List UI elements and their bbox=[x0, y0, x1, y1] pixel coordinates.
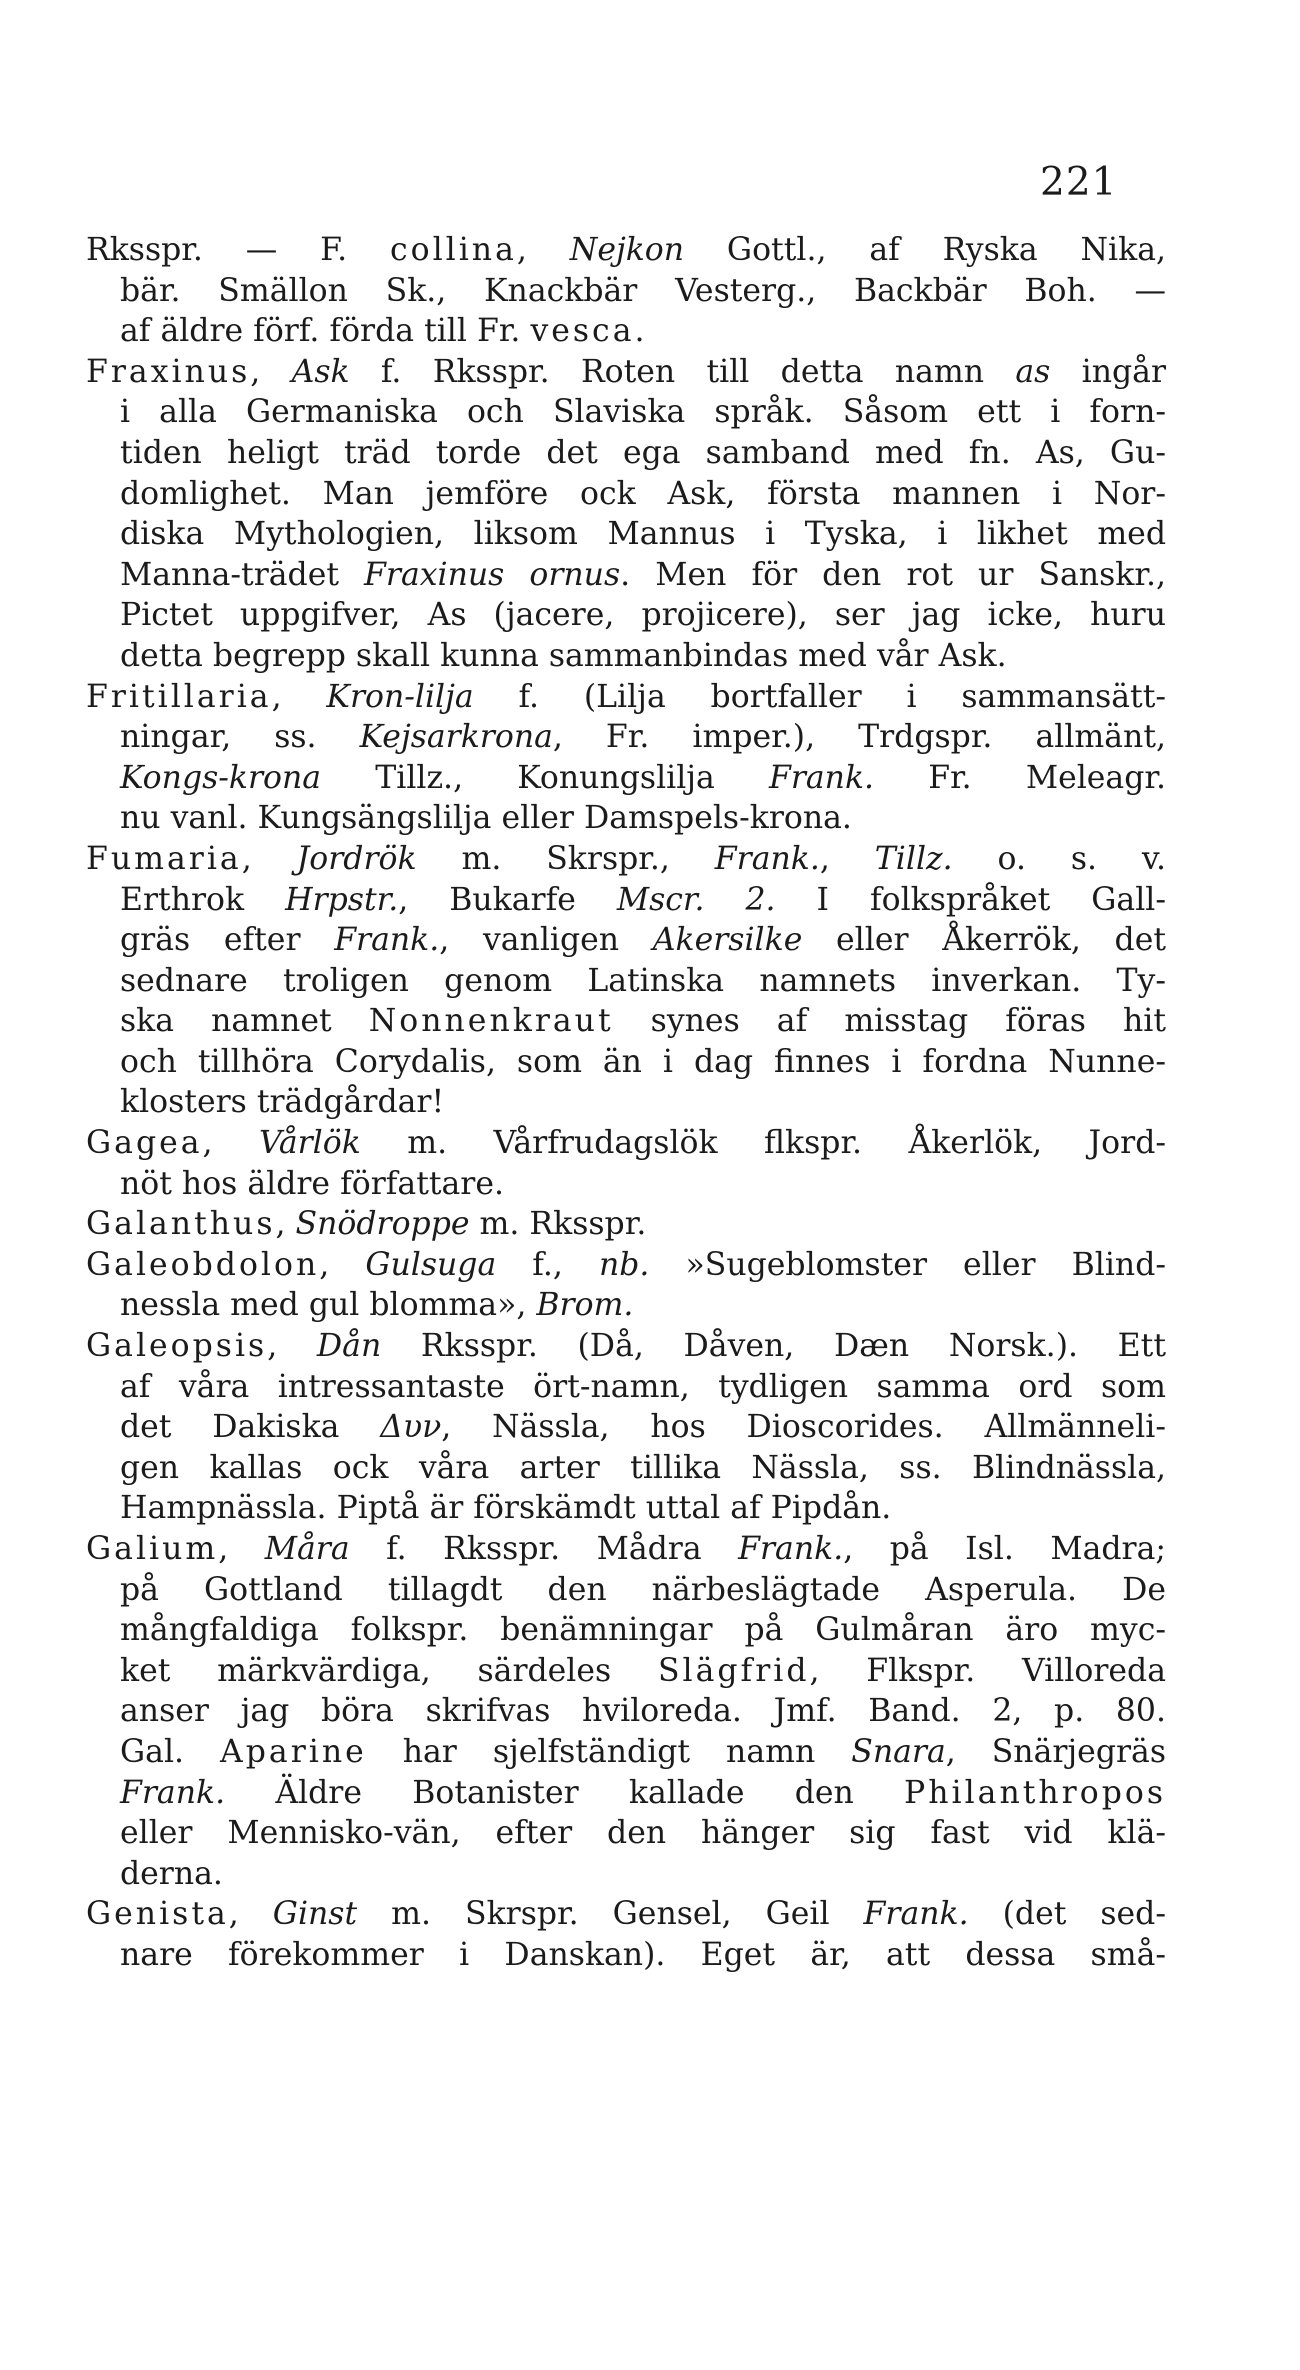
italic-term: Frank. bbox=[768, 759, 875, 796]
text-run: af äldre förf. förda till Fr. bbox=[120, 313, 531, 350]
italic-term: Frank. bbox=[738, 1531, 844, 1567]
entry-headline bbox=[86, 1204, 1166, 1245]
text-run: tiden heligt träd torde det ega samband med fn. As, Gu- bbox=[120, 434, 1166, 471]
text-run: Gottl., af Ryska Nika, bbox=[684, 232, 1166, 268]
text-run: , bbox=[819, 840, 875, 877]
text-run: Gal. bbox=[120, 1733, 220, 1770]
text-line bbox=[86, 636, 1166, 677]
text-line bbox=[86, 1285, 1166, 1326]
text-run: , bbox=[250, 353, 292, 390]
italic-term: Kejsarkrona bbox=[359, 719, 553, 756]
text-run: , bbox=[516, 232, 570, 268]
text-line bbox=[86, 961, 1166, 1002]
text-run: m. Skrspr. Gensel, Geil bbox=[357, 1896, 864, 1933]
page-number: 221 bbox=[1040, 160, 1118, 205]
text-run: o. s. v. bbox=[952, 840, 1166, 877]
text-run: bär. Smällon Sk., Knackbär Vesterg., Backbär Boh. — bbox=[120, 272, 1166, 309]
latin-term: vesca bbox=[530, 313, 635, 350]
text-line bbox=[86, 1691, 1166, 1732]
text-line bbox=[86, 880, 1166, 921]
text-run: och tillhöra Corydalis, som än i dag finnes i fordna Nunne- bbox=[120, 1043, 1166, 1080]
text-line bbox=[86, 474, 1166, 515]
text-line bbox=[86, 311, 1166, 352]
italic-term: Kongs-krona bbox=[120, 759, 322, 796]
italic-term: as bbox=[1015, 353, 1051, 390]
text-run: m. Vårfrudagslök flkspr. Åkerlök, Jord- bbox=[360, 1125, 1166, 1162]
text-line bbox=[86, 1773, 1166, 1814]
text-run: Rksspr. — F. bbox=[86, 232, 390, 268]
italic-term: Jordrök bbox=[296, 840, 417, 877]
text-run: , Snärjegräs bbox=[945, 1733, 1166, 1770]
text-run: f. Rksspr. Roten till detta namn bbox=[349, 353, 1016, 390]
text-run: , bbox=[241, 840, 297, 877]
text-run: sednare troligen genom Latinska namnets inverkan. Ty- bbox=[120, 962, 1166, 999]
italic-term: Δυν bbox=[380, 1409, 442, 1446]
text-run: , bbox=[319, 1246, 366, 1283]
latin-term: Fraxinus bbox=[86, 353, 251, 390]
italic-term: Gulsuga bbox=[365, 1246, 497, 1283]
text-run: I folkspråket Gall- bbox=[775, 881, 1166, 918]
text-run: i alla Germaniska och Slaviska språk. Såsom ett i forn- bbox=[120, 394, 1166, 431]
text-line bbox=[86, 1488, 1166, 1529]
latin-term: Galeopsis bbox=[86, 1328, 268, 1365]
latin-term: Slägfrid bbox=[657, 1652, 810, 1689]
text-run: af våra intressantaste ört-namn, tydligen samma ord som bbox=[120, 1368, 1166, 1405]
entry-headline bbox=[86, 230, 1166, 271]
text-line bbox=[86, 1164, 1166, 1205]
text-line bbox=[86, 1407, 1166, 1448]
text-run: Erthrok bbox=[120, 881, 286, 918]
italic-term: Fraxinus ornus bbox=[364, 556, 621, 593]
latin-term: Gagea bbox=[86, 1125, 203, 1162]
text-run: , bbox=[275, 1206, 296, 1243]
latin-term: Philanthropos bbox=[904, 1774, 1166, 1811]
text-run: eller Åkerrök, det bbox=[802, 922, 1166, 959]
text-run: anser jag böra skrifvas hviloreda. Jmf. Band. 2, p. 80. bbox=[120, 1693, 1166, 1730]
text-run: , bbox=[218, 1531, 265, 1567]
italic-term: Akersilke bbox=[652, 922, 803, 959]
text-run: Tillz., Konungslilja bbox=[321, 759, 769, 796]
italic-term: Snödroppe bbox=[295, 1206, 470, 1243]
text-run: m. Rksspr. bbox=[469, 1206, 647, 1243]
italic-term: Tillz. bbox=[874, 840, 953, 877]
text-run: f., bbox=[496, 1246, 599, 1283]
italic-term: Kron-lilja bbox=[326, 678, 474, 715]
text-line bbox=[86, 798, 1166, 839]
text-line bbox=[86, 514, 1166, 555]
italic-term: Frank. bbox=[120, 1774, 226, 1811]
text-line bbox=[86, 758, 1166, 799]
text-run: , bbox=[228, 1896, 273, 1933]
text-run: Äldre Botanister kallade den bbox=[225, 1774, 905, 1811]
text-line bbox=[86, 717, 1166, 758]
text-run: , på Isl. Madra; bbox=[843, 1531, 1166, 1567]
text-run: har sjelfständigt namn bbox=[366, 1733, 852, 1770]
italic-term: Vårlök bbox=[258, 1125, 361, 1162]
entry-headline bbox=[86, 1123, 1166, 1164]
latin-term: Fumaria bbox=[86, 840, 242, 877]
text-run: , bbox=[202, 1125, 259, 1162]
latin-term: Nonnenkraut bbox=[368, 1003, 614, 1040]
text-run: på Gottland tillagdt den närbeslägtade Asperula. De bbox=[120, 1571, 1166, 1608]
text-line bbox=[86, 1813, 1166, 1854]
text-line bbox=[86, 1854, 1166, 1895]
text-run: , Bukarfe bbox=[398, 881, 617, 918]
italic-term: Ginst bbox=[272, 1896, 358, 1933]
text-line bbox=[86, 1570, 1166, 1611]
italic-term: Mscr. 2. bbox=[616, 881, 776, 918]
text-run: gräs efter bbox=[120, 922, 335, 959]
entry-headline bbox=[86, 1326, 1166, 1367]
italic-term: Frank. bbox=[863, 1896, 969, 1933]
text-line bbox=[86, 1651, 1166, 1692]
latin-term: Galanthus bbox=[86, 1206, 276, 1243]
text-run: f. Rksspr. Mådra bbox=[349, 1531, 739, 1567]
text-run: Manna-trädet bbox=[120, 556, 365, 593]
text-line bbox=[86, 920, 1166, 961]
text-line bbox=[86, 433, 1166, 474]
latin-term: collina bbox=[389, 232, 517, 268]
text-run: nöt hos äldre författare. bbox=[120, 1165, 505, 1202]
text-run: derna. bbox=[120, 1855, 223, 1892]
italic-term: Brom. bbox=[536, 1287, 634, 1324]
text-line bbox=[86, 392, 1166, 433]
text-line bbox=[86, 1610, 1166, 1651]
italic-term: Snara bbox=[851, 1733, 946, 1770]
text-run: (det sed- bbox=[968, 1896, 1166, 1933]
latin-term: Fritillaria bbox=[86, 678, 272, 715]
italic-term: Frank. bbox=[714, 840, 820, 877]
latin-term: Galium bbox=[86, 1531, 219, 1567]
text-run: Pictet uppgifver, As (jacere, projicere), ser jag icke, huru bbox=[120, 597, 1166, 634]
text-run: , Nässla, hos Dioscorides. Allmänneli- bbox=[441, 1409, 1166, 1446]
text-run: f. (Lilja bortfaller i sammansätt- bbox=[473, 678, 1166, 715]
entry-headline bbox=[86, 839, 1166, 880]
entry-headline bbox=[86, 1894, 1166, 1935]
text-run: , bbox=[271, 678, 327, 715]
text-run: klosters trädgårdar! bbox=[120, 1084, 445, 1121]
entry-headline bbox=[86, 677, 1166, 718]
text-run: Rksspr. (Då, Dåven, Dæn Norsk.). Ett bbox=[381, 1328, 1166, 1365]
italic-term: Frank. bbox=[334, 922, 440, 959]
italic-term: Nejkon bbox=[569, 232, 685, 268]
text-line bbox=[86, 1732, 1166, 1773]
body-text bbox=[86, 230, 1166, 1976]
text-line bbox=[86, 271, 1166, 312]
text-run: ska namnet bbox=[120, 1003, 369, 1040]
text-run: , Fr. imper.), Trdgspr. allmänt, bbox=[552, 719, 1166, 756]
text-run: Fr. Meleagr. bbox=[874, 759, 1166, 796]
text-run: , vanligen bbox=[439, 922, 653, 959]
text-run: , bbox=[267, 1328, 317, 1365]
text-run: ningar, ss. bbox=[120, 719, 360, 756]
latin-term: Genista bbox=[86, 1896, 229, 1933]
text-line bbox=[86, 555, 1166, 596]
text-line bbox=[86, 1082, 1166, 1123]
italic-term: Måra bbox=[264, 1531, 350, 1567]
text-line bbox=[86, 1001, 1166, 1042]
text-line bbox=[86, 1042, 1166, 1083]
text-run: det Dakiska bbox=[120, 1409, 381, 1446]
text-run: ket märkvärdiga, särdeles bbox=[120, 1652, 658, 1689]
text-run: . Men för den rot ur Sanskr., bbox=[620, 556, 1166, 593]
text-run: nu vanl. Kungsängslilja eller Damspels-krona. bbox=[120, 800, 852, 837]
text-line bbox=[86, 1935, 1166, 1976]
entry-headline bbox=[86, 1245, 1166, 1286]
latin-term: Galeobdolon bbox=[86, 1246, 320, 1283]
text-line bbox=[86, 1367, 1166, 1408]
italic-term: Dån bbox=[316, 1328, 382, 1365]
text-run: »Sugeblomster eller Blind- bbox=[649, 1246, 1166, 1283]
text-run: synes af misstag föras hit bbox=[613, 1003, 1166, 1040]
text-run: diska Mythologien, liksom Mannus i Tyska, i likhet med bbox=[120, 516, 1166, 553]
latin-term: Aparine bbox=[220, 1733, 367, 1770]
italic-term: nb. bbox=[598, 1246, 650, 1283]
text-run: detta begrepp skall kunna sammanbindas med vår Ask. bbox=[120, 637, 1007, 674]
text-run: . bbox=[634, 313, 645, 350]
text-run: m. Skrspr., bbox=[416, 840, 715, 877]
entry-headline bbox=[86, 352, 1166, 393]
text-run: , Flkspr. Villoreda bbox=[809, 1652, 1166, 1689]
entry-headline bbox=[86, 1529, 1166, 1570]
text-run: ingår bbox=[1050, 353, 1166, 390]
text-line bbox=[86, 595, 1166, 636]
text-line bbox=[86, 1448, 1166, 1489]
text-run: nare förekommer i Danskan). Eget är, att dessa små- bbox=[120, 1936, 1166, 1973]
text-run: nessla med gul blomma», bbox=[120, 1287, 537, 1324]
text-run: eller Mennisko-vän, efter den hänger sig fast vid klä- bbox=[120, 1815, 1166, 1852]
italic-term: Hrpstr. bbox=[285, 881, 399, 918]
text-run: domlighet. Man jemföre ock Ask, första mannen i Nor- bbox=[120, 475, 1166, 512]
text-run: mångfaldiga folkspr. benämningar på Gulmåran äro myc- bbox=[120, 1612, 1166, 1649]
italic-term: Ask bbox=[291, 353, 350, 390]
text-run: gen kallas ock våra arter tillika Nässla, ss. Blindnässla, bbox=[120, 1449, 1166, 1486]
text-run: Hampnässla. Piptå är förskämdt uttal af Pipdån. bbox=[120, 1490, 892, 1527]
